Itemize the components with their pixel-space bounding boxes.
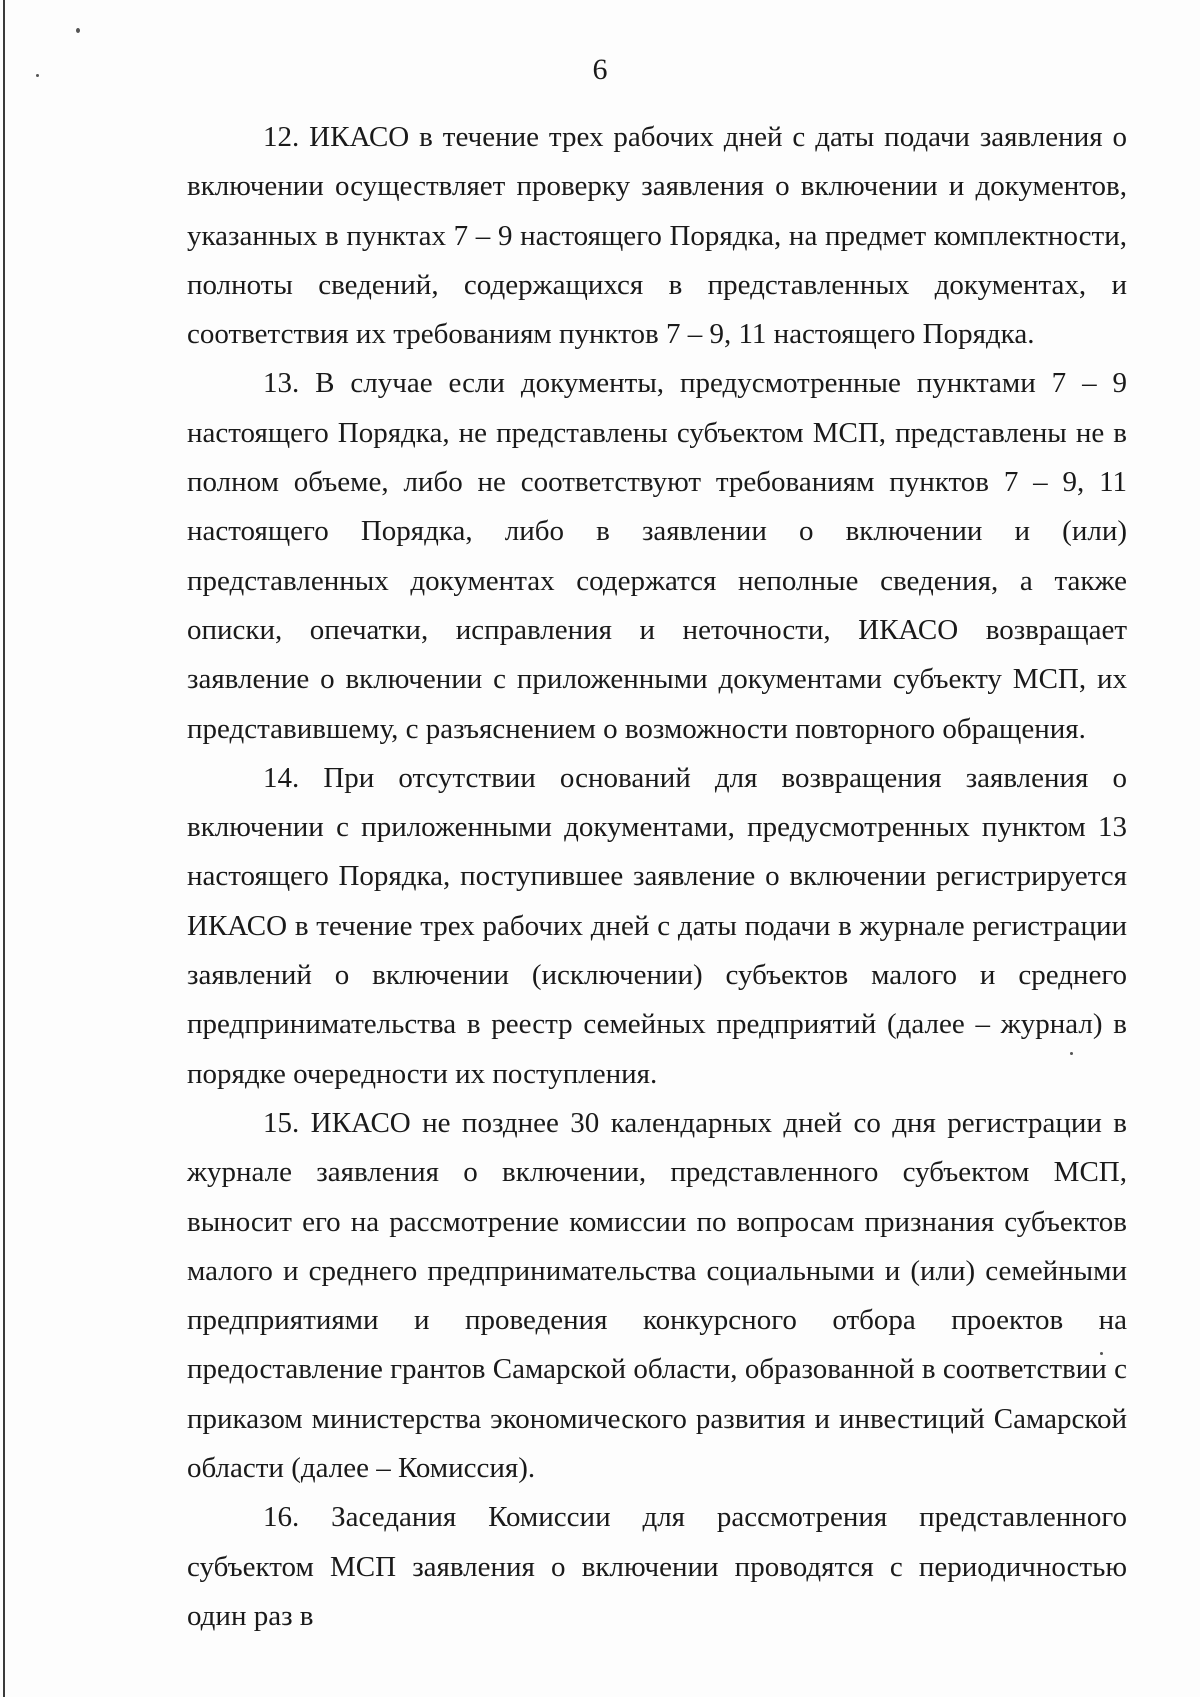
page-number: 6 xyxy=(592,53,608,86)
scan-left-edge xyxy=(3,0,5,1697)
document-body xyxy=(187,113,1127,1641)
paragraph-16: 16. Заседания Комиссии для рассмотрения представленного субъектом МСП заявления о включении проводятся с периодичностью один раз в xyxy=(187,1501,1127,1632)
paragraph-15: 15. ИКАСО не позднее 30 календарных дней со дня регистрации в журнале заявления о включении, представленного субъектом МСП, выносит его на рассмотрение комиссии по вопросам признания субъектов малого и среднего предпринимательства социальными и (или) семейными предприятиями и проведения конкурсного отбора проектов на предоставление грантов Самарской области, образованной в соответствии с приказом министерства экономического развития и инвестиций Самарской области (далее – Комиссия). xyxy=(187,1106,1127,1485)
paragraph-13: 13. В случае если документы, предусмотренные пунктами 7 – 9 настоящего Порядка, не представлены субъектом МСП, представлены не в полном объеме, либо не соответствуют требованиям пунктов 7 – 9, 11 настоящего Порядка, либо в заявлении о включении и (или) представленных документах содержатся неполные сведения, а также описки, опечатки, исправления и неточности, ИКАСО возвращает заявление о включении с приложенными документами субъекту МСП, их представившему, с разъяснением о возможности повторного обращения. xyxy=(187,367,1127,745)
paragraph-12: 12. ИКАСО в течение трех рабочих дней с даты подачи заявления о включении осуществляет проверку заявления о включении и документов, указанных в пунктах 7 – 9 настоящего Порядка, на предмет комплектности, полноты сведений, содержащихся в представленных документах, и соответствия их требованиям пунктов 7 – 9, 11 настоящего Порядка. xyxy=(187,121,1127,351)
scan-speck xyxy=(76,28,80,33)
paragraph-14: 14. При отсутствии оснований для возвращения заявления о включении с приложенными документами, предусмотренных пунктом 13 настоящего Порядка, поступившее заявление о включении регистрируется ИКАСО в течение трех рабочих дней с даты подачи в журнале регистрации заявлений о включении (исключении) субъектов малого и среднего предпринимательства в реестр семейных предприятий (далее – журнал) в порядке очередности их поступления. xyxy=(187,761,1127,1090)
